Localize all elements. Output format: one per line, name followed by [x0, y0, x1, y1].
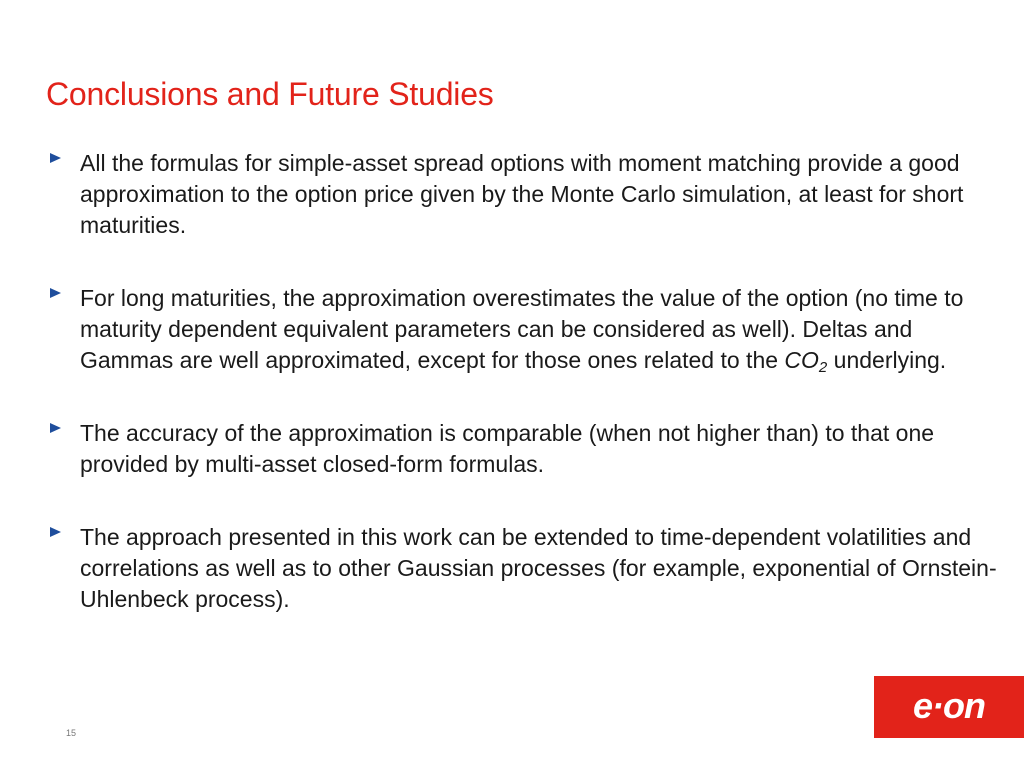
bullet-text: The accuracy of the approximation is comparable (when not higher than) to that one provided by multi-asset closed-form formulas.: [80, 420, 935, 477]
bullet-text: For long maturities, the approximation overestimates the value of the option (no time to maturity dependent equivalent parameters can be considered as well). Deltas and Gammas are well approximated, except for those ones related to the: [80, 285, 964, 373]
page-number: 15: [66, 728, 77, 738]
math-base: CO: [784, 347, 819, 373]
bullet-text-after: underlying.: [827, 347, 947, 373]
eon-logo-icon: [874, 676, 1024, 738]
bullet-arrow-icon: [50, 153, 61, 163]
eon-logo: [874, 676, 1024, 738]
bullet-item-3: [50, 418, 1010, 480]
bullet-list: [50, 148, 1010, 657]
eon-logo-text: e·on: [913, 685, 985, 726]
bullet-arrow-icon: [50, 423, 61, 433]
slide-title: Conclusions and Future Studies: [46, 76, 494, 112]
bullet-item-4: [50, 522, 1010, 615]
bullet-text: The approach presented in this work can be extended to time-dependent volatilities and correlations as well as to other Gaussian processes (for example, exponential of Ornstein-Uhlenbeck process).: [80, 524, 997, 612]
bullet-item-1: [50, 148, 1010, 241]
bullet-arrow-icon: [50, 527, 61, 537]
math-co2: [784, 347, 828, 376]
bullet-item-2: [50, 283, 1010, 376]
math-subscript: 2: [818, 359, 828, 376]
bullet-arrow-icon: [50, 288, 61, 298]
bullet-text: All the formulas for simple-asset spread options with moment matching provide a good approximation to the option price given by the Monte Carlo simulation, at least for short maturities.: [80, 150, 964, 238]
